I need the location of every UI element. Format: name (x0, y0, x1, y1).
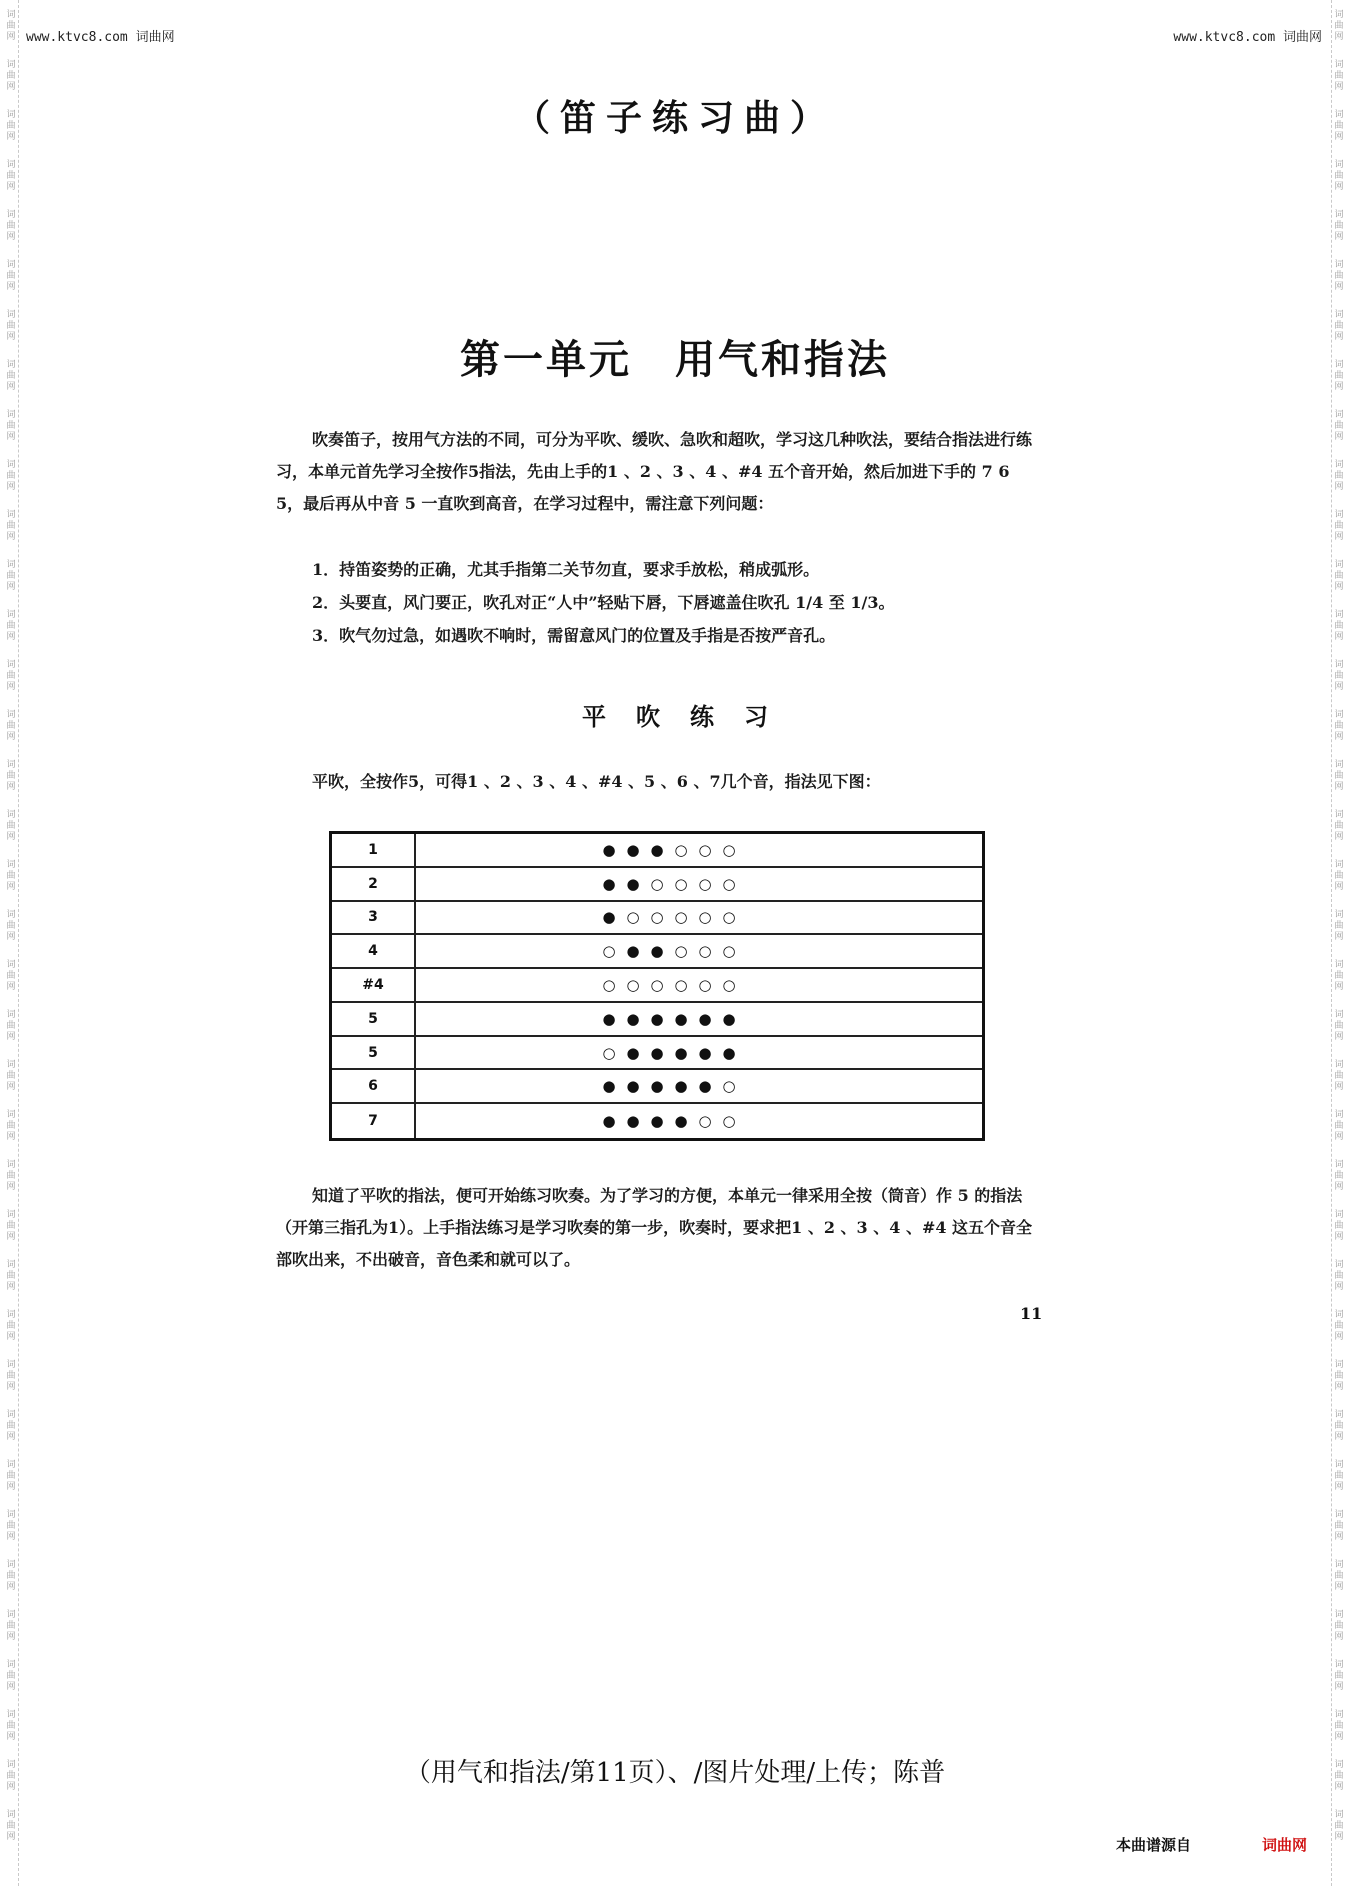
side-watermark-mark: 词曲网 (6, 1410, 16, 1442)
fingering-holes (416, 976, 982, 994)
closed-hole-icon: ● (722, 1009, 736, 1028)
closed-hole-icon: ● (674, 1043, 688, 1062)
fingering-note: 5 (332, 1003, 416, 1035)
open-hole-icon: ○ (722, 975, 736, 994)
side-watermark-mark: 词曲网 (1334, 760, 1344, 792)
pingchui-note: 平吹，全按作5，可得1 、2 、3 、4 、#4 、5 、6 、7几个音，指法见下图： (312, 772, 881, 791)
side-watermark-mark: 词曲网 (6, 460, 16, 492)
fingering-row (332, 1070, 982, 1104)
fingering-note: 4 (332, 935, 416, 967)
side-watermark-mark: 词曲网 (6, 1610, 16, 1642)
open-hole-icon: ○ (698, 908, 712, 927)
side-watermark-mark: 词曲网 (6, 1310, 16, 1342)
closed-hole-icon: ● (602, 840, 616, 859)
closed-hole-icon: ● (674, 1077, 688, 1096)
side-watermark-mark: 词曲网 (1334, 1460, 1344, 1492)
side-watermark-mark: 词曲网 (1334, 1660, 1344, 1692)
side-watermark-mark: 词曲网 (1334, 360, 1344, 392)
book-title: （笛子练习曲） (513, 97, 836, 139)
side-watermark-mark: 词曲网 (1334, 410, 1344, 442)
open-hole-icon: ○ (722, 1077, 736, 1096)
side-watermark-mark: 词曲网 (1334, 310, 1344, 342)
side-watermark-mark: 词曲网 (1334, 510, 1344, 542)
side-watermark-mark: 词曲网 (1334, 1760, 1344, 1792)
fingering-note: 3 (332, 902, 416, 934)
fingering-note: #4 (332, 969, 416, 1001)
closed-hole-icon: ● (626, 942, 640, 961)
open-hole-icon: ○ (722, 874, 736, 893)
side-watermark-mark: 词曲网 (1334, 460, 1344, 492)
closed-hole-icon: ● (650, 1112, 664, 1131)
side-watermark-mark: 词曲网 (1334, 910, 1344, 942)
open-hole-icon: ○ (698, 942, 712, 961)
side-watermark-mark: 词曲网 (6, 1760, 16, 1792)
closed-hole-icon: ● (674, 1112, 688, 1131)
side-watermark-mark: 词曲网 (6, 910, 16, 942)
side-watermark-mark: 词曲网 (1334, 60, 1344, 92)
open-hole-icon: ○ (722, 942, 736, 961)
side-watermark-mark: 词曲网 (1334, 960, 1344, 992)
side-watermark-mark: 词曲网 (6, 1160, 16, 1192)
side-watermark-mark: 词曲网 (6, 410, 16, 442)
side-watermark-mark: 词曲网 (6, 810, 16, 842)
side-watermark-mark: 词曲网 (1334, 260, 1344, 292)
fingering-holes (416, 1044, 982, 1062)
image-caption: （用气和指法/第11页）、/图片处理/上传；陈普 (404, 1758, 946, 1788)
side-watermark-mark: 词曲网 (6, 760, 16, 792)
fingering-row (332, 1003, 982, 1037)
side-watermark-mark: 词曲网 (6, 10, 16, 42)
open-hole-icon: ○ (698, 1112, 712, 1131)
closed-hole-icon: ● (650, 840, 664, 859)
fingering-note: 7 (332, 1104, 416, 1138)
fingering-note: 2 (332, 868, 416, 900)
side-watermark-mark: 词曲网 (1334, 1160, 1344, 1192)
side-watermark-mark: 词曲网 (6, 960, 16, 992)
side-watermark-mark: 词曲网 (6, 260, 16, 292)
side-watermark-mark: 词曲网 (1334, 1610, 1344, 1642)
closed-hole-icon: ● (626, 874, 640, 893)
side-watermark-mark: 词曲网 (1334, 710, 1344, 742)
side-watermark-mark: 词曲网 (1334, 1510, 1344, 1542)
side-watermark-mark: 词曲网 (6, 310, 16, 342)
closed-hole-icon: ● (650, 1009, 664, 1028)
side-watermark-mark: 词曲网 (1334, 210, 1344, 242)
closed-hole-icon: ● (626, 1077, 640, 1096)
fingering-row (332, 969, 982, 1003)
side-watermark-mark: 词曲网 (6, 1510, 16, 1542)
open-hole-icon: ○ (674, 975, 688, 994)
side-watermark-mark: 词曲网 (6, 1810, 16, 1842)
fingering-holes (416, 1077, 982, 1095)
side-watermark-mark: 词曲网 (1334, 1260, 1344, 1292)
side-watermark-mark: 词曲网 (6, 210, 16, 242)
fingering-row (332, 868, 982, 902)
open-hole-icon: ○ (626, 908, 640, 927)
side-watermark-mark: 词曲网 (6, 560, 16, 592)
closed-hole-icon: ● (650, 1077, 664, 1096)
fingering-note: 6 (332, 1070, 416, 1102)
fingering-row (332, 1104, 982, 1138)
open-hole-icon: ○ (698, 840, 712, 859)
side-watermark-mark: 词曲网 (6, 1110, 16, 1142)
side-watermark-mark: 词曲网 (1334, 660, 1344, 692)
side-watermark-mark: 词曲网 (1334, 1010, 1344, 1042)
rule-item-3: 3．吹气勿过急，如遇吹不响时，需留意风门的位置及手指是否按严音孔。 (312, 626, 836, 645)
page-number: 11 (1020, 1304, 1043, 1323)
section-title: 平吹练习 (582, 702, 798, 731)
side-watermark-mark: 词曲网 (1334, 1110, 1344, 1142)
open-hole-icon: ○ (722, 1112, 736, 1131)
side-watermark-mark: 词曲网 (6, 1360, 16, 1392)
side-watermark-mark: 词曲网 (6, 60, 16, 92)
side-watermark-mark: 词曲网 (1334, 610, 1344, 642)
closed-hole-icon: ● (674, 1009, 688, 1028)
side-watermark-mark: 词曲网 (6, 510, 16, 542)
closed-hole-icon: ● (602, 874, 616, 893)
side-watermark-mark: 词曲网 (6, 1560, 16, 1592)
closed-hole-icon: ● (602, 1009, 616, 1028)
closed-hole-icon: ● (602, 1112, 616, 1131)
side-watermark-mark: 词曲网 (1334, 810, 1344, 842)
open-hole-icon: ○ (722, 840, 736, 859)
open-hole-icon: ○ (722, 908, 736, 927)
open-hole-icon: ○ (698, 975, 712, 994)
side-watermark-mark: 词曲网 (6, 160, 16, 192)
fingering-note: 5 (332, 1037, 416, 1069)
side-watermark-mark: 词曲网 (1334, 1710, 1344, 1742)
fingering-holes (416, 1112, 982, 1130)
side-watermark-mark: 词曲网 (1334, 1410, 1344, 1442)
fingering-row (332, 1037, 982, 1071)
open-hole-icon: ○ (674, 874, 688, 893)
side-watermark-mark: 词曲网 (6, 1010, 16, 1042)
footer-site-link[interactable]: 词曲网 (1262, 1836, 1308, 1854)
side-watermark-mark: 词曲网 (1334, 1210, 1344, 1242)
side-watermark-mark: 词曲网 (6, 860, 16, 892)
fingering-holes (416, 875, 982, 893)
rule-item-1: 1．持笛姿势的正确，尤其手指第二关节勿直，要求手放松，稍成弧形。 (312, 560, 820, 579)
open-hole-icon: ○ (602, 942, 616, 961)
side-watermark-mark: 词曲网 (1334, 560, 1344, 592)
rule-item-2: 2．头要直，风门要正，吹孔对正“人中”轻贴下唇，下唇遮盖住吹孔 1/4 至 1/3。 (312, 593, 895, 612)
closed-hole-icon: ● (698, 1009, 712, 1028)
open-hole-icon: ○ (626, 975, 640, 994)
closed-hole-icon: ● (626, 1043, 640, 1062)
side-watermark-mark: 词曲网 (1334, 1360, 1344, 1392)
closed-hole-icon: ● (602, 908, 616, 927)
open-hole-icon: ○ (650, 975, 664, 994)
left-watermark-strip (4, 0, 19, 1886)
side-watermark-mark: 词曲网 (1334, 1310, 1344, 1342)
header-url-left[interactable]: www.ktvc8.com 词曲网 (26, 30, 175, 45)
open-hole-icon: ○ (698, 874, 712, 893)
outro-paragraph: 知道了平吹的指法，便可开始练习吹奏。为了学习的方便，本单元一律采用全按（筒音）作 5 的指法（开第三指孔为1）。上手指法练习是学习吹奏的第一步，吹奏时，要求把1 、2 、3 、4 、#4 这五个音全部吹出来，不出破音，音色柔和就可以了。 (276, 1186, 1033, 1269)
fingering-row (332, 834, 982, 868)
footer-source-label: 本曲谱源自 (1116, 1836, 1192, 1854)
fingering-row (332, 902, 982, 936)
side-watermark-mark: 词曲网 (6, 710, 16, 742)
closed-hole-icon: ● (650, 942, 664, 961)
side-watermark-mark: 词曲网 (6, 1060, 16, 1092)
side-watermark-mark: 词曲网 (1334, 1560, 1344, 1592)
unit-title: 第一单元 用气和指法 (460, 336, 890, 383)
side-watermark-mark: 词曲网 (6, 1660, 16, 1692)
side-watermark-mark: 词曲网 (6, 1210, 16, 1242)
side-watermark-mark: 词曲网 (6, 610, 16, 642)
side-watermark-mark: 词曲网 (1334, 860, 1344, 892)
fingering-holes (416, 942, 982, 960)
closed-hole-icon: ● (698, 1077, 712, 1096)
fingering-holes (416, 1010, 982, 1028)
fingering-table (329, 831, 985, 1141)
side-watermark-mark: 词曲网 (1334, 1810, 1344, 1842)
closed-hole-icon: ● (626, 1009, 640, 1028)
side-watermark-mark: 词曲网 (1334, 160, 1344, 192)
open-hole-icon: ○ (602, 975, 616, 994)
fingering-row (332, 935, 982, 969)
side-watermark-mark: 词曲网 (1334, 10, 1344, 42)
side-watermark-mark: 词曲网 (6, 360, 16, 392)
intro-paragraph: 吹奏笛子，按用气方法的不同，可分为平吹、缓吹、急吹和超吹，学习这几种吹法，要结合指法进行练习，本单元首先学习全按作5指法，先由上手的1 、2 、3 、4 、#4 五个音开始，然后加进下手的 7 6 5，最后再从中音 5 一直吹到高音，在学习过程中，需注意下列问题： (276, 430, 1033, 513)
fingering-holes (416, 841, 982, 859)
closed-hole-icon: ● (626, 1112, 640, 1131)
open-hole-icon: ○ (674, 942, 688, 961)
side-watermark-mark: 词曲网 (1334, 110, 1344, 142)
side-watermark-mark: 词曲网 (6, 1710, 16, 1742)
closed-hole-icon: ● (698, 1043, 712, 1062)
fingering-holes (416, 908, 982, 926)
open-hole-icon: ○ (650, 908, 664, 927)
closed-hole-icon: ● (626, 840, 640, 859)
right-watermark-strip (1331, 0, 1346, 1886)
side-watermark-mark: 词曲网 (6, 110, 16, 142)
open-hole-icon: ○ (674, 840, 688, 859)
side-watermark-mark: 词曲网 (6, 1260, 16, 1292)
closed-hole-icon: ● (650, 1043, 664, 1062)
open-hole-icon: ○ (674, 908, 688, 927)
open-hole-icon: ○ (650, 874, 664, 893)
side-watermark-mark: 词曲网 (6, 660, 16, 692)
side-watermark-mark: 词曲网 (6, 1460, 16, 1492)
side-watermark-mark: 词曲网 (1334, 1060, 1344, 1092)
closed-hole-icon: ● (602, 1077, 616, 1096)
header-url-right[interactable]: www.ktvc8.com 词曲网 (1173, 30, 1322, 45)
closed-hole-icon: ● (722, 1043, 736, 1062)
open-hole-icon: ○ (602, 1043, 616, 1062)
fingering-note: 1 (332, 834, 416, 866)
